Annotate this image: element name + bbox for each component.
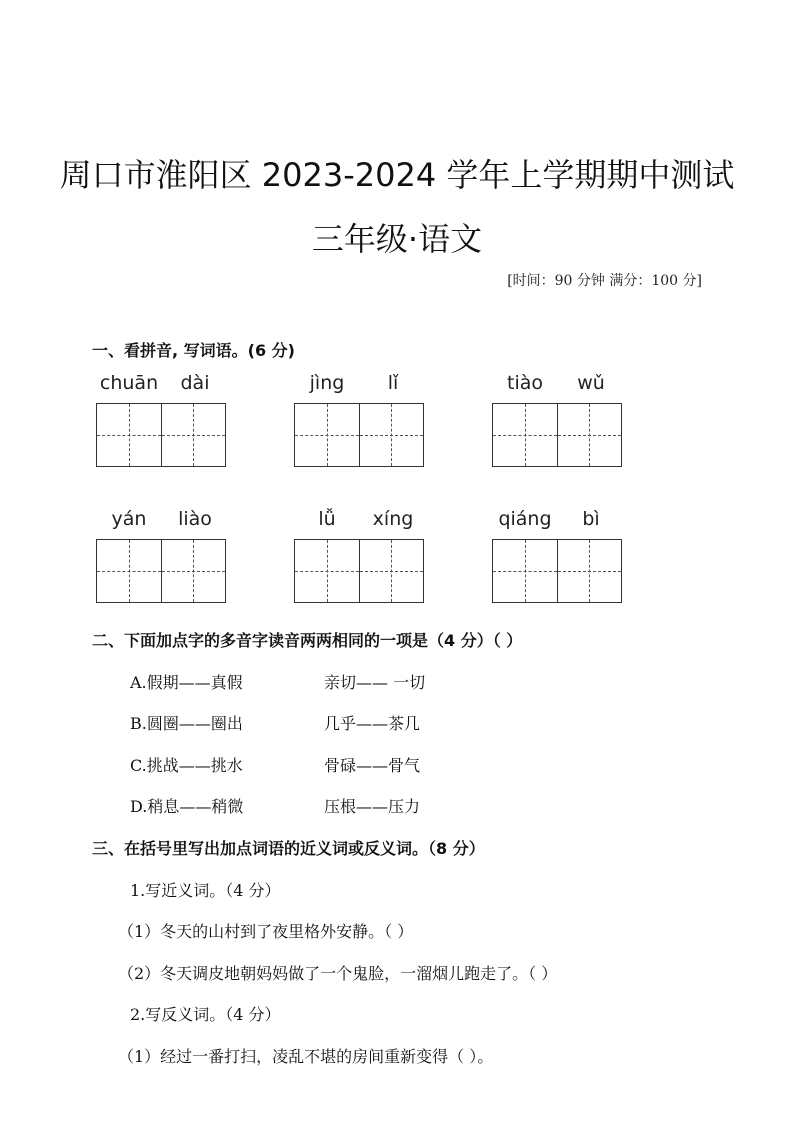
exam-meta: [时间：90 分钟 满分：100 分]	[507, 273, 702, 289]
question-line: （1）经过一番打扫，凌乱不堪的房间重新变得（ ）。	[118, 1047, 494, 1066]
tian-zi-cell[interactable]	[557, 404, 622, 466]
pinyin-label: qiáng	[498, 508, 552, 530]
writing-grid[interactable]	[492, 539, 622, 603]
pinyin-label: jìng	[309, 372, 345, 394]
writing-grid[interactable]	[96, 539, 226, 603]
pinyin-label: yán	[111, 508, 147, 530]
option-a-right: 亲切—— 一切	[324, 673, 426, 692]
tian-zi-cell[interactable]	[359, 404, 424, 466]
pinyin-label: wǔ	[577, 372, 605, 394]
tian-zi-cell[interactable]	[295, 404, 359, 466]
pinyin-label: chuān	[99, 372, 159, 394]
page-title: 周口市淮阳区 2023-2024 学年上学期期中测试	[59, 156, 735, 194]
option-c-right: 骨碌——骨气	[324, 756, 421, 775]
section1-heading: 一、看拼音, 写词语。(6 分)	[92, 341, 295, 360]
pinyin-label: xíng	[372, 508, 414, 530]
section3-heading: 三、在括号里写出加点词语的近义词或反义词。（8 分）	[92, 839, 485, 858]
writing-grid[interactable]	[492, 403, 622, 467]
writing-grid[interactable]	[96, 403, 226, 467]
sub-heading-antonyms: 2.写反义词。（4 分）	[130, 1005, 281, 1024]
tian-zi-cell[interactable]	[97, 540, 161, 602]
writing-grid[interactable]	[294, 539, 424, 603]
option-c-left: C.挑战——挑水	[130, 756, 243, 775]
pinyin-label: lǐ	[387, 372, 399, 394]
option-b-left: B.圆圈——圈出	[130, 714, 243, 733]
tian-zi-cell[interactable]	[493, 404, 557, 466]
pinyin-label: bì	[582, 508, 600, 530]
page-subtitle: 三年级·语文	[311, 220, 483, 258]
pinyin-label: dài	[180, 372, 210, 394]
option-a-left: A.假期——真假	[130, 673, 243, 692]
tian-zi-cell[interactable]	[493, 540, 557, 602]
pinyin-label: tiào	[507, 372, 543, 394]
question-line: （2）冬天调皮地朝妈妈做了一个鬼脸，一溜烟儿跑走了。（ ）	[118, 964, 558, 983]
tian-zi-cell[interactable]	[295, 540, 359, 602]
question-line: （1）冬天的山村到了夜里格外安静。（ ）	[118, 922, 414, 941]
tian-zi-cell[interactable]	[161, 540, 226, 602]
option-d-right: 压根——压力	[324, 797, 421, 816]
tian-zi-cell[interactable]	[359, 540, 424, 602]
section2-heading: 二、下面加点字的多音字读音两两相同的一项是（4 分）（ ）	[92, 631, 523, 650]
pinyin-label: liào	[178, 508, 212, 530]
option-d-left: D.稍息——稍微	[130, 797, 244, 816]
sub-heading-synonyms: 1.写近义词。（4 分）	[130, 881, 281, 900]
tian-zi-cell[interactable]	[161, 404, 226, 466]
tian-zi-cell[interactable]	[557, 540, 622, 602]
pinyin-label: lǚ	[318, 508, 336, 530]
tian-zi-cell[interactable]	[97, 404, 161, 466]
option-b-right: 几乎——茶几	[324, 714, 421, 733]
writing-grid[interactable]	[294, 403, 424, 467]
